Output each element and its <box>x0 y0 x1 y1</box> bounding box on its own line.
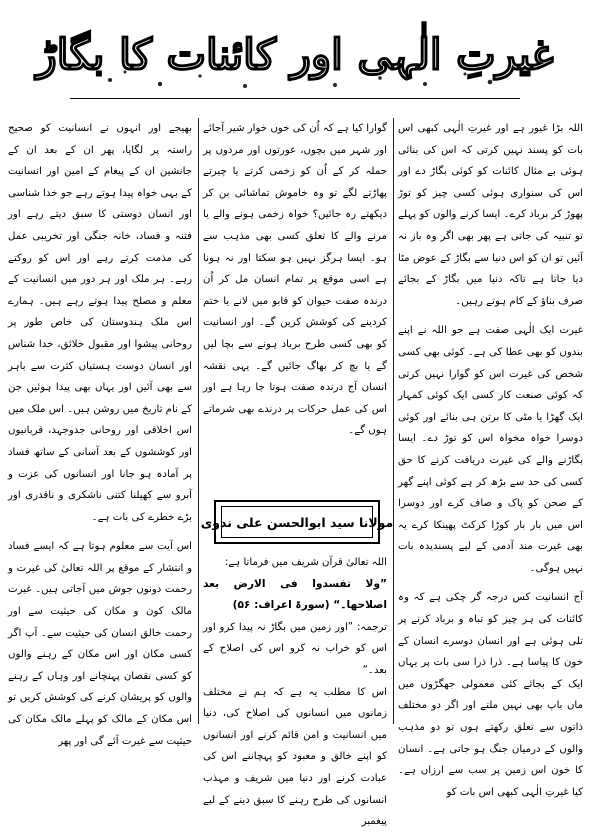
quran-verse: ”ولا تفسدوا فی الارض بعد اصلاحھا۔“ (سورۃ اعراف: ۵۶) <box>203 577 387 612</box>
article-column-middle <box>203 118 387 450</box>
paragraph: اللہ تعالیٰ قرآن شریف میں فرماتا ہے: <box>224 557 387 568</box>
paragraph: گوارا کیا ہے کہ اُن کی خوں خوار شیر آجائے اور شہر میں بچوں، عورتوں اور مردوں پر حملہ کر کے اُن کو زخمی کرتے یا چیرتے پھاڑتے لگے تو وہ خاموش تماشائی بن کر دیکھتے رہ جائیں؟ خواہ زخمی ہونے والے یا مرنے والے کا تعلق کسی بھی مذہب سے ہو۔ ایسا ہرگز نہیں ہو سکتا اور نہ ہونا ہے اسی موقع پر تمام انسان مل کر اُن درندہ صفت حیوان کو قابو میں لانے یا ختم کردینے کی کوشش کریں گے۔ اور انسانیت کو بھی کسی طرح برباد ہونے سے بچا لیں گے یا بچ کر بھاگ جائیں گے۔ یہی نقشہ انسان آج درندہ صفت ہوتا جا رہا ہے اور اس کی عمل حرکات پر درندے بھی شرماتے ہوں گے۔ <box>203 123 387 437</box>
paragraph: اس کا مطلب یہ ہے کہ ہم نے مختلف زمانوں میں انسانوں کی اصلاح کی، دنیا میں انسانیت و امن قائم کرنے اور انسانوں کو اپنے خالق و معبود کو پہچاننے اس کی عبادت کرنے اور دنیا میں شریف و مہذب انسانوں کی طرح رہنے کا سبق دینے کے لیے پیغمبر <box>203 686 387 828</box>
paragraph: غیرت ایک الٰہی صفت ہے جو اللہ نے اپنے بندوں کو بھی عطا کی ہے۔ کوئی بھی کسی شخص کی غیرت اس کو گوارا نہیں کرتی کہ کوئی صنعت کار کسی ایک کوئی کمہار ایک گھڑا یا مٹی کا برتن ہی بنائے اور کوئی دوسرا خواہ مخواہ اس کو توڑ دے۔ ایسا بگاڑنے والے کی غیرت دریافت کرنے کا حق کسی کی حد سے بڑھ کر ہے کوئی اپنے گھر کے صحن کو پاک و صاف کرے اور دوسرا اس میں بار بار کوڑا کرکٹ پھینکا کرے یہ بھی غیرت مند آدمی کے لیے پسندیدہ بات نہیں ہوگی۔ <box>398 325 583 574</box>
article-title: غیرتِ الٰہی اور کائنات کا بگاڑ <box>36 29 554 79</box>
article-column-left <box>8 118 192 760</box>
column-divider <box>393 118 394 724</box>
paragraph: بھیجے اور انہوں نے انسانیت کو صحیح راستہ پر لگایا، پھر ان کے بعد ان کے جانشین ان کے پیغام کے امین اور انسانیت کے بہی خواہ پیدا ہوتے رہے جو خدا شناسی اور انسان دوستی کا سبق دیتے رہے اور فتنہ و فساد، خانہ جنگی اور تخریبی عمل کی مذمت کرتے رہے اور اس کو روکتے رہے۔ ہر ملک اور ہر دور میں انسانیت کے معلم و مصلح پیدا ہوتے رہے ہیں۔ ہمارے اس ملک ہندوستان کی خاص طور پر روحانی پیشوا اور مقبول خلائق، خدا شناس اور انسان دوست ہستیاں کثرت سے باہر سے بھی آئیں اور یہاں بھی پیدا ہوئیں جن کے نام تاریخ میں روشن ہیں۔ اس ملک میں اس اخلاقی اور روحانی جدوجہد، قربانیوں اور کوششوں کے بعد آسانی کے ساتھ فساد پر آمادہ ہو جانا اور انسانوں کی عزت و آبرو سے کھیلنا کتنی ناشکری و ناقدری اور بڑے خطرے کی بات ہے۔ <box>8 123 192 523</box>
article-column-middle-continued <box>203 552 387 833</box>
paragraph: اللہ بڑا غیور ہے اور غیرتِ الٰہی کبھی اس بات کو پسند نہیں کرتی کہ اس کی بنائی ہوئی بے مثال کائنات کو کوئی بگاڑ دے اور اس کی سنواری ہوئی کسی چیز کو توڑ پھوڑ کر برباد کرے۔ ایسا کرنے والوں کو پہلے تو تنبیہ کی جاتی ہے پھر بھی اگر وہ باز نہ آئیں تو ان کو اس دنیا سے بگاڑ کے عوض مٹا دیا جاتا ہے تاکہ دنیا میں بگاڑ کے بجائے صرف بناؤ کے کام ہوتے رہیں۔ <box>398 123 583 307</box>
paragraph: آج انسانیت کس درجہ گر چکی ہے کہ وہ کائنات کی ہر چیز کو تباہ و برباد کرنے پر تلی ہوئی ہے اور انسان دوسرے انسان کے خون کا پیاسا ہے۔ ذرا ذرا سی بات پر یہاں ایک کے بجائے کئی معمولی جھگڑوں میں ماں باپ بھی نہیں ملتے اور اگر دو مختلف ذاتوں سے تعلق رکھتے ہوں تو دو مذہب والوں کے درمیان جنگ ہو جاتی ہے۔ انسان کا خون اس زمین پر سب سے ارزاں ہے۔ کیا غیرتِ الٰہی کبھی اس بات کو <box>398 592 583 798</box>
masthead-title-banner <box>36 10 554 99</box>
article-column-right <box>398 118 583 811</box>
author-byline-box <box>200 500 394 544</box>
paragraph: اس آیت سے معلوم ہوتا ہے کہ ایسے فساد و انتشار کے موقع پر اللہ تعالیٰ کی غیرت و رحمت دونوں جوش میں آجاتی ہیں۔ غیرت مالک کون و مکان کی حیثیت سے اور رحمت خالق انسان کی حیثیت سے۔ آپ اگر کسی مکان اور اس مکان کے رہنے والوں کو کسی نقصان پہنچانے اور وہاں کے رہنے والوں کو پریشان کرنے کی کوشش کریں تو اس مکان کے مالک کو پہلے مالک مکان کی حیثیت سے غیرت آئے گی اور پھر <box>8 541 192 747</box>
verse-translation: ترجمہ: ”اور زمین میں بگاڑ نہ پیدا کرو اور اس کو خراب نہ کرو اس کی اصلاح کے بعد۔“ <box>203 621 387 676</box>
author-name: مولانا سید ابوالحسن علی ندوی <box>221 506 373 538</box>
column-divider <box>198 118 199 724</box>
